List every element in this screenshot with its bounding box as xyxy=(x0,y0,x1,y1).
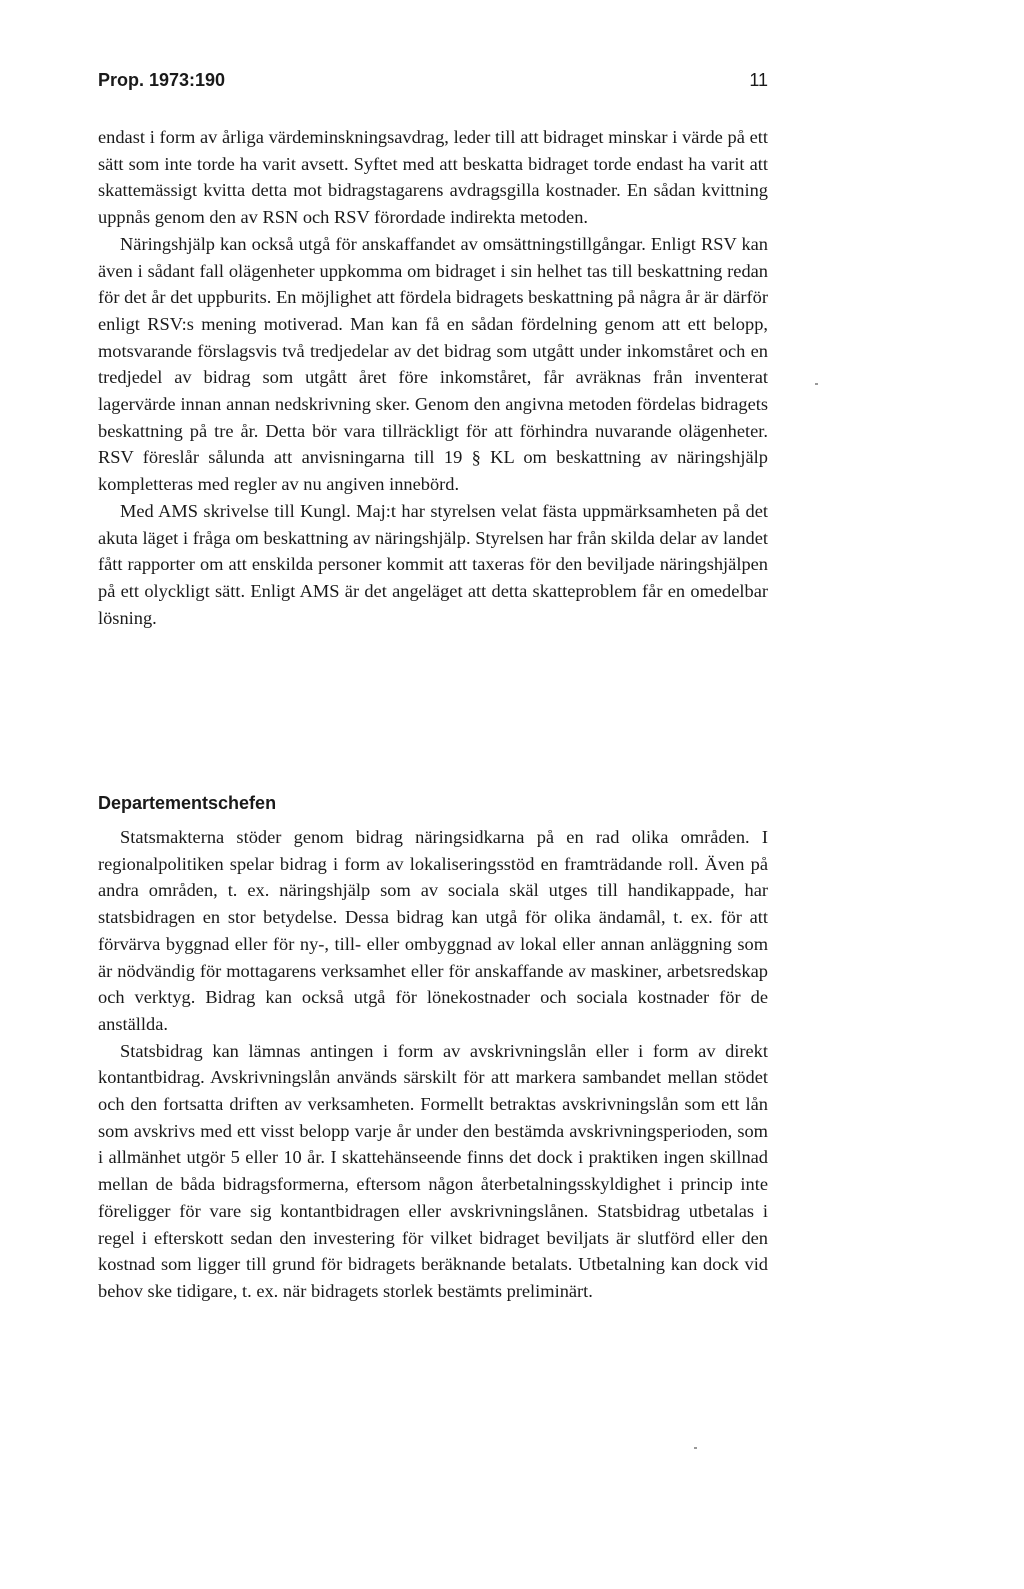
section-departementschefen xyxy=(98,824,768,1305)
page-number: 11 xyxy=(749,70,768,90)
paragraph-continued: endast i form av årliga värdeminskningsavdrag, leder till att bidraget minskar i värde på ett sätt som inte torde ha varit avsett. Syftet med att beskatta bidraget torde endast ha varit att skattemässigt kvitta detta mot bidragstagarens avdragsgilla kostnader. En sådan kvittning uppnås genom den av RSN och RSV förordade indirekta metoden. xyxy=(98,127,768,228)
paragraph-ams-skrivelse: Med AMS skrivelse till Kungl. Maj:t har styrelsen velat fästa uppmärksamheten på det akuta läget i fråga om beskattning av näringshjälp. Styrelsen har från skilda delar av landet fått rapporter om att enskilda personer kommit att taxeras för den beviljade näringshjälpen på ett olyckligt sätt. Enligt AMS är det angeläget att detta skatteproblem får en omedelbar lösning. xyxy=(98,500,768,628)
paragraph-statsmakterna: Statsmakterna stöder genom bidrag näringsidkarna på en rad olika områden. I regionalpolitiken spelar bidrag i form av lokaliseringsstöd en framträdande roll. Även på andra områden, t. ex. näringshjälp som av sociala skäl utges till handikappade, har statsbidragen en stor betydelse. Dessa bidrag kan utgå för olika ändamål, t. ex. för att förvärva byggnad eller för ny-, till- eller ombyggnad av lokal eller annan anläggning som är nödvändig för mottagarens verksamhet eller för anskaffande av maskiner, arbetsredskap och verktyg. Bidrag kan också utgå för lönekostnader och sociala kostnader för de anställda. xyxy=(98,827,768,1034)
paragraph-omsattningstillgangar: Näringshjälp kan också utgå för anskaffandet av omsättningstillgångar. Enligt RSV kan även i sådant fall olägenheter uppkomma om bidraget i sin helhet tas till beskattning redan för det år det uppburits. En möjlighet att fördela bidragets beskattning på några år är därför enligt RSV:s mening motiverad. Man kan få en sådan fördelning genom att ett belopp, motsvarande förslagsvis två tredjedelar av det bidrag som utgått under inkomståret och en tredjedel av bidrag som utgått året före inkomståret, får avräknas från inventerat lagervärde innan annan nedskrivning sker. Genom den angivna metoden fördelas bidragets beskattning på tre år. Detta bör vara tillräckligt för att förhindra nuvarande olägenheter. RSV föreslår sålunda att anvisningarna till 19 § KL om beskattning av näringshjälp kompletteras med regler av nu angiven innebörd. xyxy=(98,233,768,495)
scan-speck xyxy=(815,383,818,385)
section-heading: Departementschefen xyxy=(98,793,277,813)
scan-speck xyxy=(694,1447,697,1449)
document-reference: Prop. 1973:190 xyxy=(98,70,226,90)
section-continuation xyxy=(98,124,768,631)
running-head xyxy=(98,70,768,100)
paragraph-statsbidrag: Statsbidrag kan lämnas antingen i form av avskrivningslån eller i form av direkt kontantbidrag. Avskrivningslån används särskilt för att markera sambandet mellan stödet och den fortsatta driften av verksamheten. Formellt betraktas avskrivningslån som ett lån som avskrivs med ett visst belopp varje år under den bestämda avskrivningsperioden, som i allmänhet utgör 5 eller 10 år. I skattehänseende finns det dock i praktiken ingen skillnad mellan de båda bidragsformerna, eftersom någon återbetalningsskyldighet i princip inte föreligger för vare sig kontantbidragen eller avskrivningslånen. Statsbidrag utbetalas i regel i efterskott sedan den investering för vilket bidraget beviljats är slutförd eller den kostnad som ligger till grund för bidragets beräknande betalats. Utbetalning kan dock vid behov ske tidigare, t. ex. när bidragets storlek bestämts preliminärt. xyxy=(98,1040,768,1301)
